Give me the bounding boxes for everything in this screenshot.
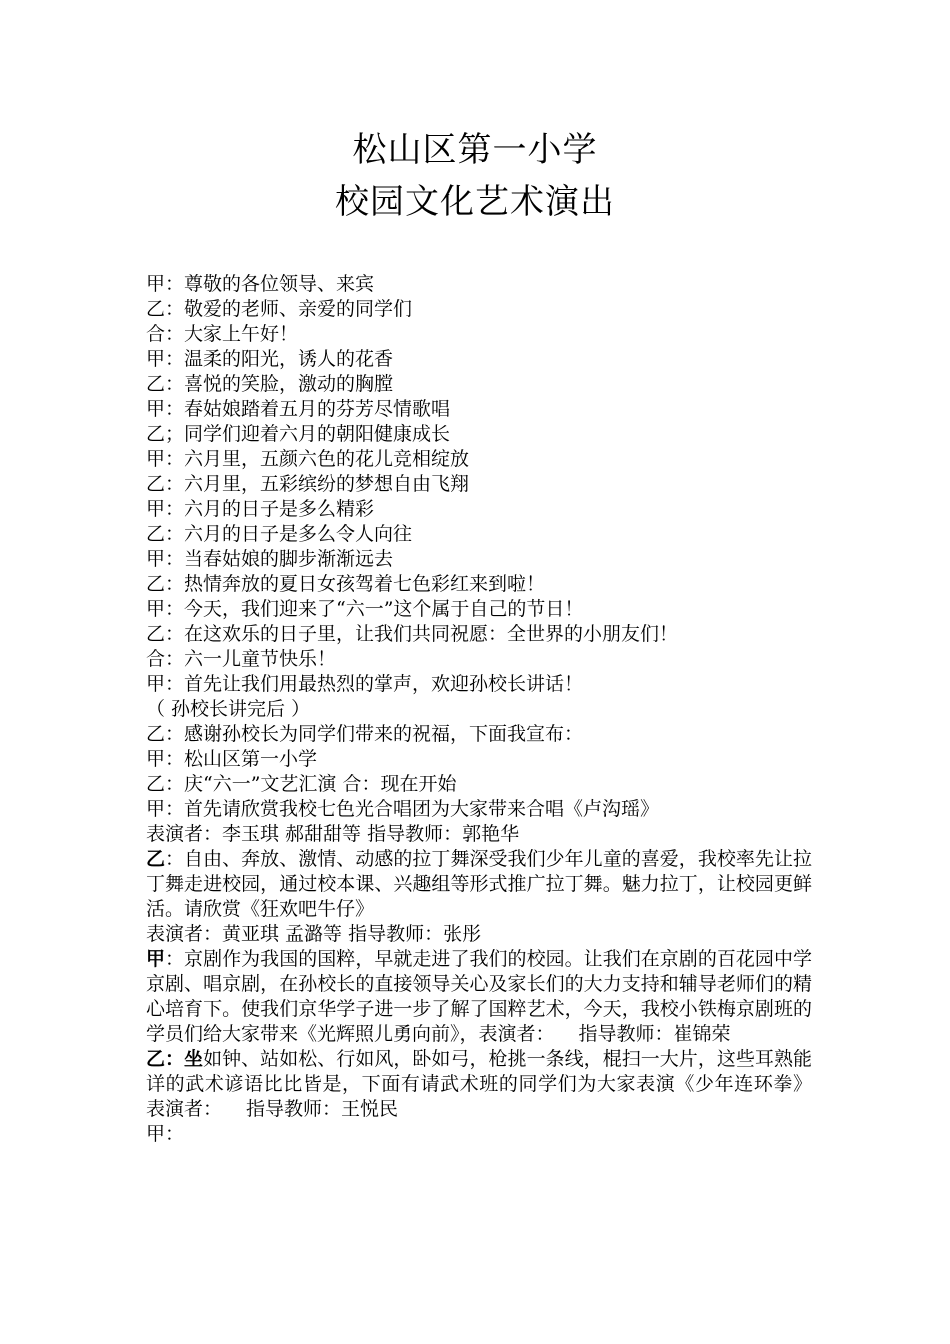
script-paragraph-martial-arts bbox=[146, 1047, 812, 1122]
performers-line: 表演者：黄亚琪 孟潞等 指导教师：张彤 bbox=[146, 923, 482, 945]
script-line: 乙：六月的日子是多么令人向往 bbox=[146, 523, 413, 545]
document-title-event: 校园文化艺术演出 bbox=[335, 182, 615, 222]
script-line: 乙；同学们迎着六月的朝阳健康成长 bbox=[146, 423, 451, 445]
teacher-credit: 指导教师：王悦民 bbox=[246, 1098, 399, 1120]
speaker-label: 乙 bbox=[146, 848, 166, 870]
script-line: 合：大家上午好！ bbox=[146, 323, 299, 345]
script-line: 甲：首先让我们用最热烈的掌声，欢迎孙校长讲话！ bbox=[146, 673, 584, 695]
script-line: 甲： bbox=[146, 1123, 185, 1145]
teacher-credit: 指导教师：崔锦荣 bbox=[578, 1023, 731, 1045]
script-line: 合：六一儿童节快乐！ bbox=[146, 648, 337, 670]
script-body bbox=[146, 272, 812, 1147]
script-paragraph-latin-dance bbox=[146, 847, 812, 922]
script-line: 乙：敬爱的老师、亲爱的同学们 bbox=[146, 298, 413, 320]
script-line: 甲：今天，我们迎来了“六一”这个属于自己的节日！ bbox=[146, 598, 584, 620]
script-line: 乙：感谢孙校长为同学们带来的祝福，下面我宣布： bbox=[146, 723, 584, 745]
script-line: 甲：首先请欣赏我校七色光合唱团为大家带来合唱《卢沟瑶》 bbox=[146, 798, 660, 820]
speaker-label: 甲 bbox=[146, 948, 166, 970]
script-line: 甲：六月的日子是多么精彩 bbox=[146, 498, 375, 520]
script-line: 乙：喜悦的笑脸，激动的胸膛 bbox=[146, 373, 394, 395]
paragraph-text: ：京剧作为我国的国粹，早就走进了我们的校园。让我们在京剧的百花园中学京剧、唱京剧，在孙校长的直接领导关心及家长们的大力支持和辅导老师们的精心培育下。使我们京华学子进一步了解了国粹艺术，今天，我校小铁梅京剧班的学员们给大家带来《光辉照儿勇向前》，表演者： bbox=[146, 948, 812, 1045]
script-line: 甲：当春姑娘的脚步渐渐远去 bbox=[146, 548, 394, 570]
script-line: 乙：在这欢乐的日子里，让我们共同祝愿：全世界的小朋友们！ bbox=[146, 623, 679, 645]
script-line: 乙：热情奔放的夏日女孩驾着七色彩红来到啦！ bbox=[146, 573, 546, 595]
script-line: 甲：尊敬的各位领导、来宾 bbox=[146, 273, 375, 295]
script-line: （ 孙校长讲完后 ） bbox=[146, 698, 311, 720]
script-line: 甲：温柔的阳光，诱人的花香 bbox=[146, 348, 394, 370]
performers-line: 表演者：李玉琪 郝甜甜等 指导教师：郭艳华 bbox=[146, 823, 520, 845]
document-title-school: 松山区第一小学 bbox=[352, 130, 598, 170]
script-paragraph-peking-opera bbox=[146, 947, 812, 1047]
script-line: 甲：春姑娘踏着五月的芬芳尽情歌唱 bbox=[146, 398, 451, 420]
script-line: 乙：庆“六一”文艺汇演 合：现在开始 bbox=[146, 773, 457, 795]
script-line: 甲：六月里，五颜六色的花儿竞相绽放 bbox=[146, 448, 470, 470]
script-line: 甲：松山区第一小学 bbox=[146, 748, 318, 770]
script-line: 乙：六月里，五彩缤纷的梦想自由飞翔 bbox=[146, 473, 470, 495]
paragraph-text: ：自由、奔放、激情、动感的拉丁舞深受我们少年儿童的喜爱，我校率先让拉丁舞走进校园，通过校本课、兴趣组等形式推广拉丁舞。魅力拉丁，让校园更鲜活。请欣赏《狂欢吧牛仔》 bbox=[146, 848, 812, 920]
paragraph-text: 如钟、站如松、行如风，卧如弓，枪挑一条线，棍扫一大片，这些耳熟能详的武术谚语比比皆是，下面有请武术班的同学们为大家表演《少年连环拳》 表演者： bbox=[146, 1048, 812, 1120]
speaker-label: 乙：坐 bbox=[146, 1048, 204, 1070]
